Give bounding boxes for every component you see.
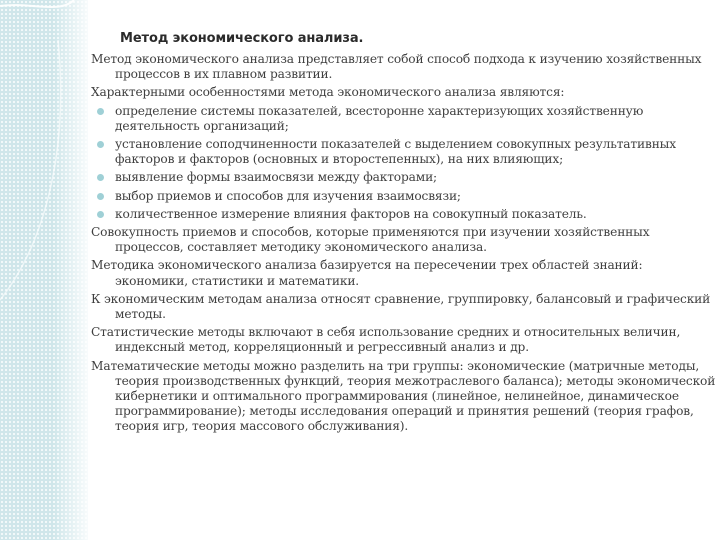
paragraph-statistical-methods: Статистические методы включают в себя использование средних и относительных величин, индексный метод, корреляционный и регрессивный анализ и др. [91,325,681,355]
list-item [91,189,716,204]
paragraph-features-lead: Характерными особенностями метода экономического анализа являются: [91,85,565,100]
bullet-icon [97,193,104,200]
list-item-text: выявление формы взаимосвязи между факторами; [115,170,437,185]
paragraph-economic-methods: К экономическим методам анализа относят сравнение, группировку, балансовый и графический методы. [91,291,711,322]
list-item-text: определение системы показателей, всесторонне характеризующих хозяйственную деятельность организаций; [115,103,644,133]
slide-content [88,0,716,540]
list-item [91,207,716,222]
list-item-text: установление соподчиненности показателей с выделением совокупных результативных факторов и факторов (основных и второстепенных), на них влияющих; [115,137,676,167]
paragraph-intro: Метод экономического анализа представляет собой способ подхода к изучению хозяйственных процессов в их плавном развитии. [91,52,702,82]
paragraph-mathematical-methods: Математические методы можно разделить на три группы: экономические (матричные методы, теория производственных функций, теория межотраслевого баланса); методы экономической кибернетики и оптимального программирования (линейное, нелинейное, динамическое программирование); методы исследования операций и принятия решений (теория графов, теория игр, теория массового обслуживания). [91,358,716,434]
paragraph-methodology: Совокупность приемов и способов, которые применяются при изучении хозяйственных процессов, составляет методику экономического анализа. [91,225,650,255]
list-item [91,137,716,167]
list-item [91,104,716,134]
list-item [91,170,716,185]
paragraph-knowledge-areas: Методика экономического анализа базируется на пересечении трех областей знаний: экономики, статистики и математики. [91,258,643,288]
bullet-icon [97,141,104,148]
list-item-text: количественное измерение влияния факторов на совокупный показатель. [115,206,587,221]
decorative-left-band [0,0,88,540]
bullet-icon [97,108,104,115]
page-title: Метод экономического анализа. [120,31,364,46]
body-text [91,52,716,438]
bullet-icon [97,211,104,218]
decorative-curve-icon [0,0,88,540]
bullet-icon [97,174,104,181]
list-item-text: выбор приемов и способов для изучения взаимосвязи; [115,188,461,203]
